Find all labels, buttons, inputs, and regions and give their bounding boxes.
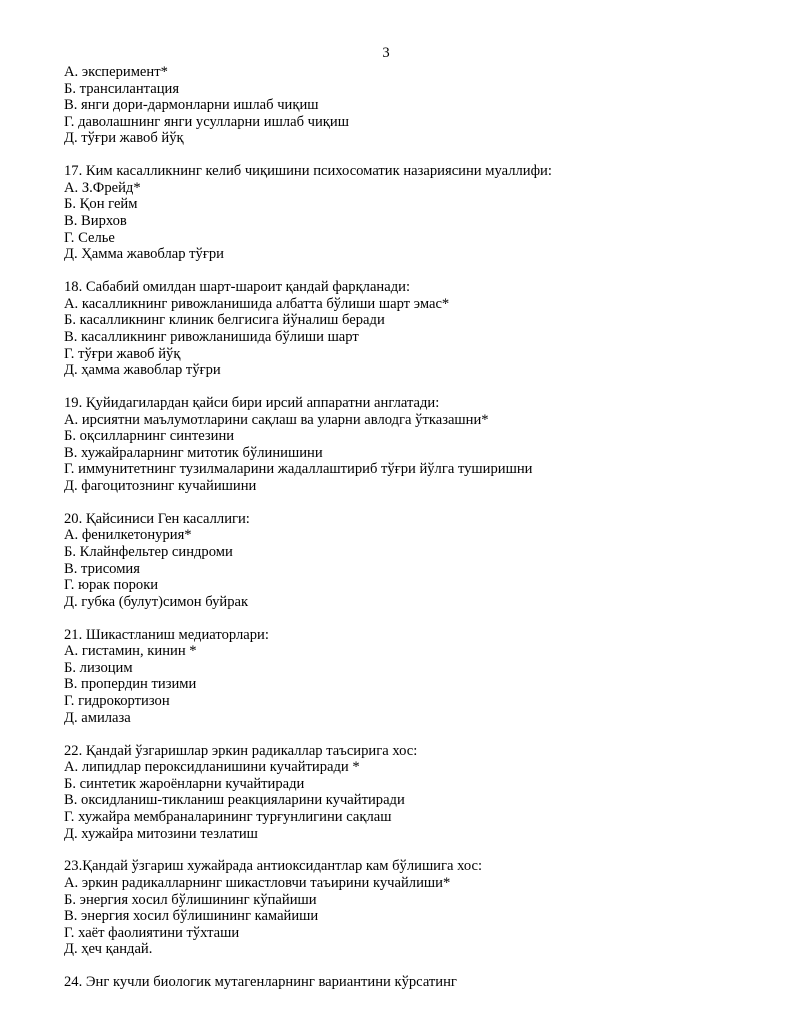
option-v: В. оксидланиш-тикланиш реакцияларини кучайтиради bbox=[64, 792, 405, 809]
option-a: А. ирсиятни маълумотларини сақлаш ва уларни авлодга ўтказашни* bbox=[64, 411, 489, 428]
option-d: Д. губка (булут)симон буйрак bbox=[64, 593, 249, 610]
question-block-19 bbox=[64, 395, 764, 495]
option-d: Д. ҳеч қандай. bbox=[64, 941, 153, 958]
question-text: 21. Шикастланиш медиаторлари: bbox=[64, 626, 269, 643]
question-block-17 bbox=[64, 163, 764, 263]
option-a: А. гистамин, кинин * bbox=[64, 643, 197, 660]
option-g: Г. даволашнинг янги усулларни ишлаб чиқиш bbox=[64, 113, 349, 130]
option-g: Г. тўғри жавоб йўқ bbox=[64, 345, 181, 362]
option-b: Б. трансилантация bbox=[64, 80, 180, 97]
option-g: Г. иммунитетнинг тузилмаларини жадаллаштириб тўғри йўлга туширишни bbox=[64, 461, 533, 478]
option-v: В. Вирхов bbox=[64, 213, 127, 230]
option-d: Д. хужайра митозини тезлатиш bbox=[64, 825, 258, 842]
option-d: Д. тўғри жавоб йўқ bbox=[64, 130, 184, 147]
option-v: В. янги дори-дармонларни ишлаб чиқиш bbox=[64, 97, 319, 114]
option-g: Г. юрак пороки bbox=[64, 577, 159, 594]
option-a: А. липидлар пероксидланишини кучайтиради * bbox=[64, 759, 360, 776]
question-text: 17. Ким касалликнинг келиб чиқишини психосоматик назариясини муаллифи: bbox=[64, 163, 552, 180]
document-body bbox=[64, 64, 764, 1007]
option-b: Б. касалликнинг клиник белгисига йўналиш беради bbox=[64, 312, 385, 329]
option-v: В. пропердин тизими bbox=[64, 676, 197, 693]
option-g: Г. хаёт фаолиятини тўхташи bbox=[64, 924, 240, 941]
question-block-21 bbox=[64, 627, 764, 727]
question-block-20 bbox=[64, 511, 764, 611]
option-b: Б. синтетик жароёнларни кучайтиради bbox=[64, 775, 305, 792]
option-d: Д. ҳамма жавоблар тўғри bbox=[64, 362, 221, 379]
option-a: А. эксперимент* bbox=[64, 64, 168, 80]
question-block-24 bbox=[64, 974, 764, 991]
option-v: В. энергия хосил бўлишининг камайиши bbox=[64, 908, 319, 925]
option-b: Б. Қон гейм bbox=[64, 196, 138, 213]
option-d: Д. фагоцитознинг кучайишини bbox=[64, 477, 257, 494]
option-b: Б. энергия хосил бўлишининг кўпайиши bbox=[64, 891, 317, 908]
question-block-23 bbox=[64, 858, 764, 958]
question-text: 20. Қайсиниси Ген касаллиги: bbox=[64, 510, 250, 527]
question-block-18 bbox=[64, 279, 764, 379]
option-b: Б. лизоцим bbox=[64, 659, 133, 676]
option-d: Д. амилаза bbox=[64, 709, 131, 726]
option-g: Г. хужайра мембраналарининг турғунлигини сақлаш bbox=[64, 808, 392, 825]
question-text: 22. Қандай ўзгаришлар эркин радикаллар таъсирига хос: bbox=[64, 742, 418, 759]
question-block-16 bbox=[64, 64, 764, 147]
option-a: А. касалликнинг ривожланишида албатта бўлиши шарт эмас* bbox=[64, 295, 450, 312]
option-v: В. касалликнинг ривожланишида бўлиши шарт bbox=[64, 328, 359, 345]
option-b: Б. Клайнфельтер синдроми bbox=[64, 544, 233, 561]
page-number: 3 bbox=[382, 45, 390, 61]
option-g: Г. гидрокортизон bbox=[64, 693, 170, 710]
question-text: 18. Сабабий омилдан шарт-шароит қандай фарқланади: bbox=[64, 279, 411, 296]
option-v: В. хужайраларнинг митотик бўлинишини bbox=[64, 444, 323, 461]
option-d: Д. Ҳамма жавоблар тўғри bbox=[64, 246, 224, 263]
question-text: 19. Қуйидагилардан қайси бири ирсий аппаратни англатади: bbox=[64, 394, 440, 411]
question-block-22 bbox=[64, 743, 764, 843]
option-a: А. эркин радикалларнинг шикастловчи таъирини кучайлиши* bbox=[64, 875, 451, 892]
option-v: В. трисомия bbox=[64, 560, 140, 577]
option-b: Б. оқсилларнинг синтезини bbox=[64, 428, 235, 445]
question-text: 23.Қандай ўзгариш хужайрада антиоксидантлар кам бўлишига хос: bbox=[64, 858, 483, 875]
option-g: Г. Селье bbox=[64, 229, 115, 246]
option-a: А. фенилкетонурия* bbox=[64, 527, 192, 544]
option-a: А. З.Фрейд* bbox=[64, 179, 141, 196]
question-text: 24. Энг кучли биологик мутагенларнинг вариантини кўрсатинг bbox=[64, 974, 457, 991]
